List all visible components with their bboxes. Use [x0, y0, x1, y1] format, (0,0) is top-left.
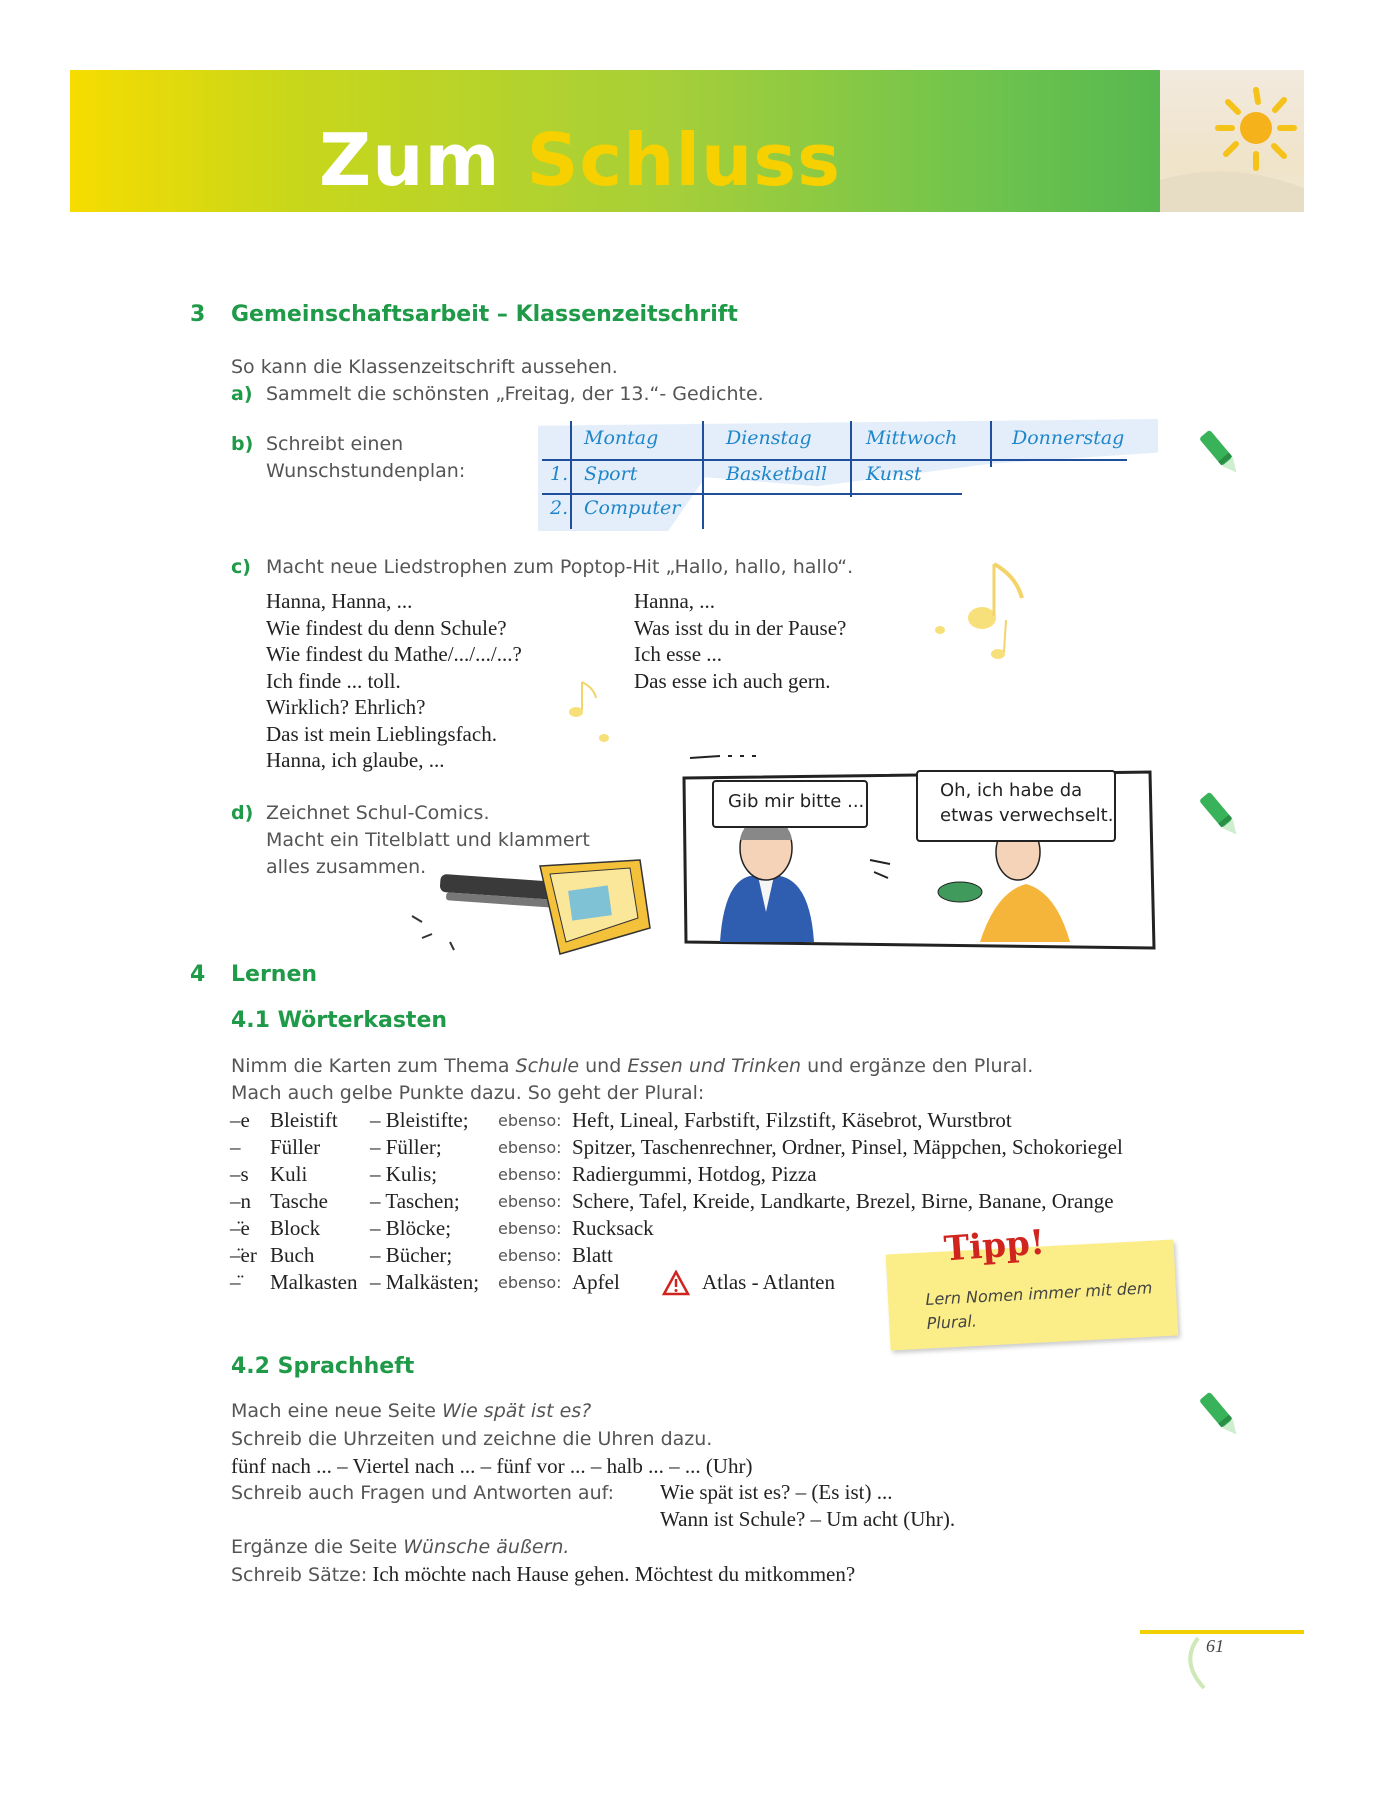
task-label: c) [231, 556, 251, 578]
subsection-title: 4.1 Wörterkasten [231, 1008, 448, 1033]
intro-text: So kann die Klassenzeitschrift aussehen. [231, 356, 618, 378]
music-note-icon [930, 558, 1030, 672]
page-title: Zum Schluss [318, 118, 842, 202]
task-label: a) [231, 383, 253, 405]
lyrics-left: Hanna, Hanna, ... Wie findest du denn Schule? Wie findest du Mathe/.../.../...? Ich finde ... toll. Wirklich? Ehrlich? Das ist mein Lieblingsfach. Hanna, ich glaube, ... [266, 589, 522, 772]
speech-bubble: Oh, ich habe da etwas verwechselt. [916, 770, 1116, 842]
subsection-title: 4.2 Sprachheft [231, 1354, 415, 1379]
task-label: b) [231, 433, 254, 455]
instruction-text: Mach auch gelbe Punkte dazu. So geht der Plural: [231, 1082, 705, 1104]
task-text: Zeichnet Schul-Comics. [266, 802, 490, 824]
task-label: d) [231, 802, 254, 824]
tipp-text: Lern Nomen immer mit dem Plural. [925, 1278, 1153, 1333]
stapler-magazine-illustration [410, 858, 660, 962]
task-text: alles zusammen. [266, 856, 427, 878]
schedule-day: Montag [584, 427, 659, 449]
task-text: Wunschstundenplan: [266, 460, 466, 482]
schedule-table [538, 419, 1158, 531]
instruction-text: Mach eine neue Seite Wie spät ist es? [231, 1400, 592, 1422]
instruction-text: Ergänze die Seite Wünsche äußern. [231, 1536, 570, 1558]
footer-line [1140, 1630, 1304, 1634]
pencil-icon [1198, 428, 1244, 484]
section-title: Gemeinschaftsarbeit – Klassenzeitschrift [231, 302, 738, 327]
schedule-cell: Computer [584, 497, 681, 519]
pencil-icon [1198, 1390, 1244, 1446]
schedule-cell: Kunst [866, 463, 922, 485]
instruction-text: Schreib auch Fragen und Antworten auf: [231, 1482, 615, 1504]
section-title: Lernen [231, 962, 318, 987]
page-number: 61 [1206, 1636, 1224, 1656]
pencil-icon [1198, 790, 1244, 846]
instruction-text: Nimm die Karten zum Thema Schule und Essen und Trinken und ergänze den Plural. [231, 1055, 1034, 1077]
instruction-text: Schreib Sätze: Ich möchte nach Hause gehen. Möchtest du mitkommen? [231, 1562, 856, 1586]
schedule-day: Donnerstag [1012, 427, 1125, 449]
lyrics-right: Hanna, ... Was isst du in der Pause? Ich esse ... Das esse ich auch gern. [634, 589, 847, 693]
instruction-text: Schreib die Uhrzeiten und zeichne die Uhren dazu. [231, 1428, 713, 1450]
example-text: fünf nach ... – Viertel nach ... – fünf vor ... – halb ... – ... (Uhr) [231, 1454, 753, 1478]
task-text: Macht ein Titelblatt und klammert [266, 829, 590, 851]
example-text: Wann ist Schule? – Um acht (Uhr). [660, 1507, 956, 1531]
speech-bubble: Gib mir bitte ... [712, 780, 868, 828]
section-number: 4 [190, 962, 206, 987]
sun-illustration [1160, 70, 1304, 212]
task-text: Sammelt die schönsten „Freitag, der 13.“- Gedichte. [266, 383, 764, 405]
music-note-icon [560, 676, 620, 750]
schedule-row-number: 1. [550, 463, 569, 485]
tipp-title: Tipp! [942, 1222, 1046, 1270]
warning-icon [662, 1270, 690, 1300]
schedule-row-number: 2. [550, 497, 569, 519]
schedule-cell: Sport [584, 463, 638, 485]
warning-text: Atlas - Atlanten [702, 1270, 835, 1294]
task-text: Macht neue Liedstrophen zum Poptop-Hit „Hallo, hallo, hallo“. [266, 556, 854, 578]
schedule-day: Dienstag [726, 427, 812, 449]
example-text: Wie spät ist es? – (Es ist) ... [660, 1480, 893, 1504]
section-number: 3 [190, 302, 206, 327]
schedule-cell: Basketball [726, 463, 828, 485]
task-text: Schreibt einen [266, 433, 404, 455]
schedule-day: Mittwoch [866, 427, 958, 449]
